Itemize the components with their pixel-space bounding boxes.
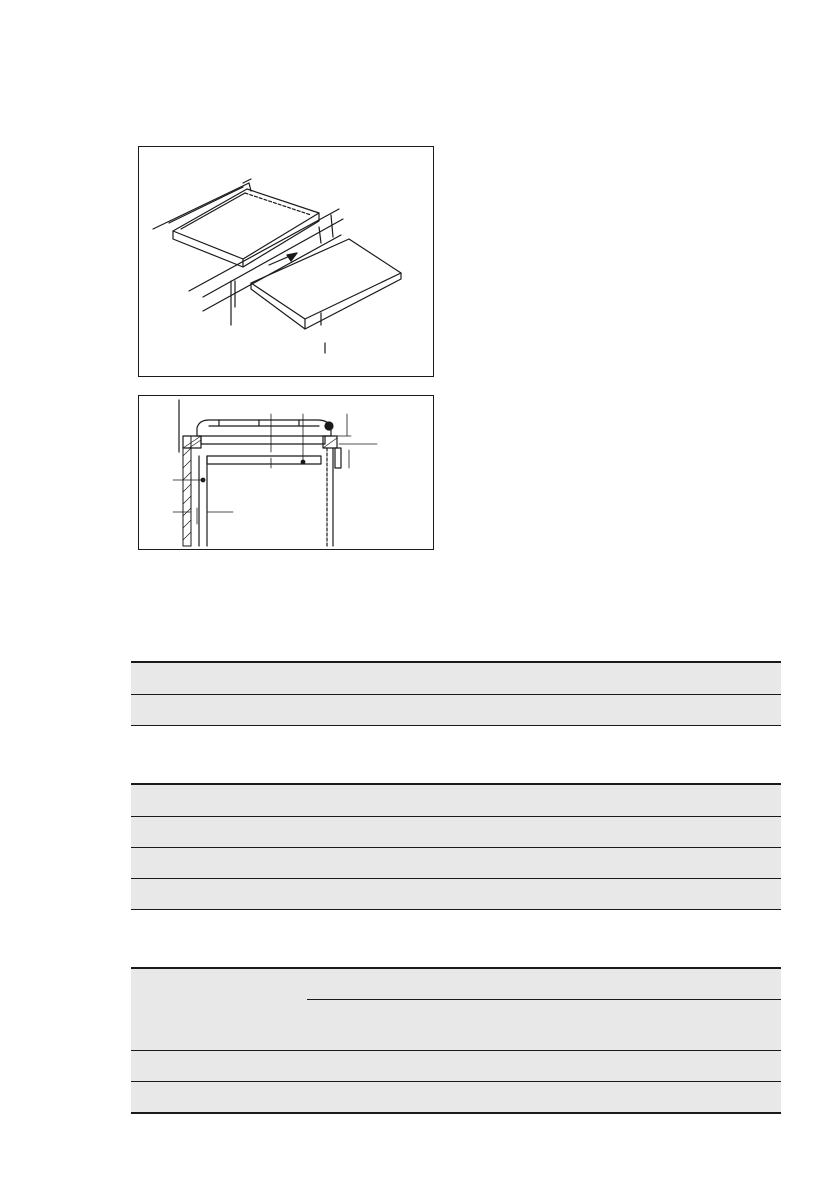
table-2 (131, 783, 781, 911)
perspective-drawing (139, 147, 433, 376)
table-3-bottom-rule (131, 1112, 781, 1114)
table-row (131, 817, 781, 847)
installation-section-figure (138, 395, 434, 550)
table-row (131, 1051, 781, 1081)
header-sub-divider (307, 999, 781, 1000)
table-row (131, 848, 781, 878)
table-header-row (131, 969, 781, 1050)
table-row (131, 695, 781, 725)
installation-perspective-figure (138, 146, 434, 377)
table-2-bottom-rule (131, 909, 781, 910)
table-row (131, 663, 781, 694)
table-1-bottom-rule (131, 725, 781, 726)
table-3 (131, 967, 781, 1115)
table-row (131, 879, 781, 909)
table-1 (131, 661, 781, 727)
table-row (131, 1082, 781, 1112)
section-drawing (139, 396, 433, 549)
table-row (131, 785, 781, 816)
